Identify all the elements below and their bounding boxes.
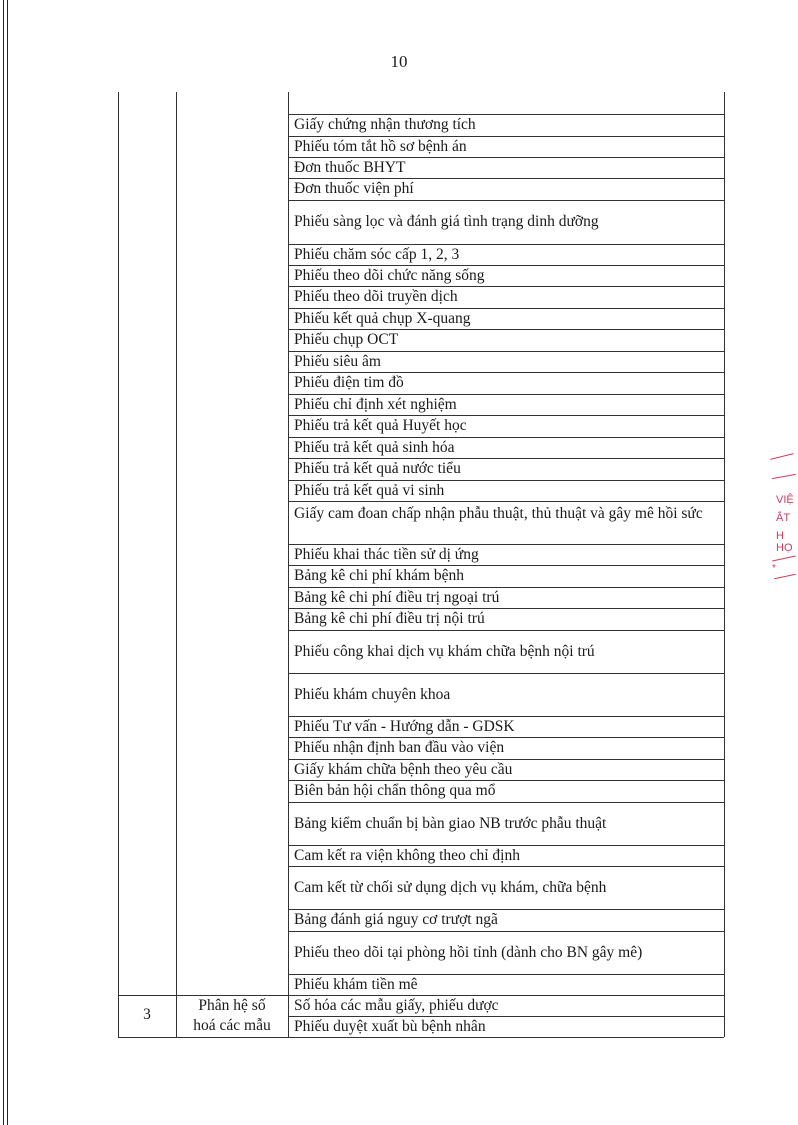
row-divider <box>288 802 724 803</box>
table-row-label: Phiếu chụp OCT <box>294 331 399 348</box>
section-3-group-name <box>176 996 288 1036</box>
row-divider <box>288 544 724 545</box>
row-divider <box>288 157 724 158</box>
table-row-label: Phiếu điện tim đồ <box>294 374 404 391</box>
binding-edge-left <box>3 0 4 1125</box>
table-row-label: Cam kết từ chối sử dụng dịch vụ khám, chữa bệnh <box>294 878 607 896</box>
section-3-number: 3 <box>143 1006 151 1023</box>
table-row-label: Phiếu Tư vấn - Hướng dẫn - GDSK <box>294 717 515 735</box>
table-row-label: Bảng kê chi phí điều trị nội trú <box>294 610 485 627</box>
row-divider <box>288 394 724 395</box>
row-divider <box>288 565 724 566</box>
table-row-label: Cam kết ra viện không theo chỉ định <box>294 846 520 864</box>
table-row-label: Số hóa các mẫu giấy, phiếu dược <box>294 996 499 1014</box>
row-divider <box>288 200 724 201</box>
table-row-label: Phiếu khai thác tiền sử dị ứng <box>294 545 479 563</box>
table-row-label: Bảng kiểm chuẩn bị bàn giao NB trước phẫu thuật <box>294 814 607 832</box>
row-divider <box>288 114 724 115</box>
row-divider <box>288 480 724 481</box>
table-row-label: Phiếu công khai dịch vụ khám chữa bệnh nội trú <box>294 642 595 660</box>
table-row-label: Phiếu trả kết quả nước tiểu <box>294 460 461 477</box>
row-divider <box>288 244 724 245</box>
row-divider <box>288 351 724 352</box>
row-divider <box>288 415 724 416</box>
row-divider <box>288 673 724 674</box>
table-row-label: Phiếu chỉ định xét nghiệm <box>294 395 457 413</box>
table-row-label: Bảng kê chi phí điều trị ngoại trú <box>294 588 500 606</box>
row-divider <box>288 587 724 588</box>
stamp-text-line-1: VIỆ <box>776 494 794 506</box>
row-divider <box>288 1016 724 1017</box>
row-divider <box>288 608 724 609</box>
table-row-label: Phiếu kết quả chụp X-quang <box>294 309 471 327</box>
table-row-label: Phiếu tóm tắt hồ sơ bệnh án <box>294 137 467 155</box>
row-divider <box>288 737 724 738</box>
stamp-arc-top-2 <box>772 474 796 479</box>
row-divider <box>288 716 724 717</box>
row-divider <box>288 265 724 266</box>
table-row-label: Giấy cam đoan chấp nhận phẫu thuật, thủ thuật và gây mê hồi sức <box>294 504 703 522</box>
binding-edge-left-inner <box>7 0 8 1125</box>
row-divider <box>288 458 724 459</box>
row-divider <box>288 974 724 975</box>
row-divider <box>288 136 724 137</box>
row-divider <box>288 759 724 760</box>
stamp-text-line-3: H HỌ <box>776 530 793 554</box>
row-divider <box>288 372 724 373</box>
table-row-label: Phiếu khám tiền mê <box>294 975 418 993</box>
row-divider <box>288 630 724 631</box>
row-divider <box>288 931 724 932</box>
table-row-label: Biên bản hội chẩn thông qua mổ <box>294 782 496 799</box>
row-divider <box>118 995 724 996</box>
table-row-label: Bảng đánh giá nguy cơ trượt ngã <box>294 911 498 928</box>
stamp-arc-bottom-2 <box>774 574 796 580</box>
table-row-label: Phiếu trả kết quả Huyết học <box>294 417 467 434</box>
stamp-star: * <box>772 563 776 574</box>
column-divider <box>176 92 177 1037</box>
row-divider <box>288 437 724 438</box>
row-divider <box>288 329 724 330</box>
stamp-arc-top <box>770 453 794 460</box>
table-row-label: Bảng kê chi phí khám bệnh <box>294 567 465 584</box>
page-number: 10 <box>390 52 408 71</box>
table-row-label: Đơn thuốc viện phí <box>294 180 414 197</box>
row-divider <box>288 909 724 910</box>
section-3-group-line-2: hoá các mẫu <box>193 1017 271 1034</box>
red-stamp-fragment <box>762 450 798 590</box>
section-3-group-line-1: Phân hệ số <box>198 997 266 1014</box>
table-row-label: Giấy chứng nhận thương tích <box>294 116 476 133</box>
table-row-label: Giấy khám chữa bệnh theo yêu cầu <box>294 760 513 778</box>
table-row-label: Phiếu duyệt xuất bù bệnh nhân <box>294 1017 486 1035</box>
stamp-text-line-2: ẮT <box>776 512 791 524</box>
column-divider <box>724 92 725 1037</box>
table-row-label: Đơn thuốc BHYT <box>294 158 406 176</box>
row-divider <box>288 308 724 309</box>
table-row-label: Phiếu siêu âm <box>294 352 381 370</box>
table-row-label: Phiếu nhận định ban đầu vào viện <box>294 739 505 756</box>
table-bottom-border <box>118 1037 724 1038</box>
table-row-label: Phiếu theo dõi tại phòng hồi tỉnh (dành cho BN gây mê) <box>294 943 643 961</box>
row-divider <box>288 780 724 781</box>
table-row-label: Phiếu trả kết quả sinh hóa <box>294 438 455 456</box>
table-row-label: Phiếu khám chuyên khoa <box>294 685 451 703</box>
row-divider <box>288 866 724 867</box>
row-divider <box>288 178 724 179</box>
table-row-label: Phiếu theo dõi chức năng sống <box>294 266 485 284</box>
stamp-arc-bottom <box>772 556 796 562</box>
column-divider <box>118 92 119 1037</box>
table-row-label: Phiếu trả kết quả vi sinh <box>294 481 445 499</box>
column-divider <box>288 92 289 1037</box>
table-row-label: Phiếu theo dõi truyền dịch <box>294 288 458 305</box>
row-divider <box>288 845 724 846</box>
table-row-label: Phiếu sàng lọc và đánh giá tình trạng dinh dưỡng <box>294 213 599 230</box>
table-row-label: Phiếu chăm sóc cấp 1, 2, 3 <box>294 245 460 263</box>
row-divider <box>288 286 724 287</box>
row-divider <box>288 501 724 502</box>
